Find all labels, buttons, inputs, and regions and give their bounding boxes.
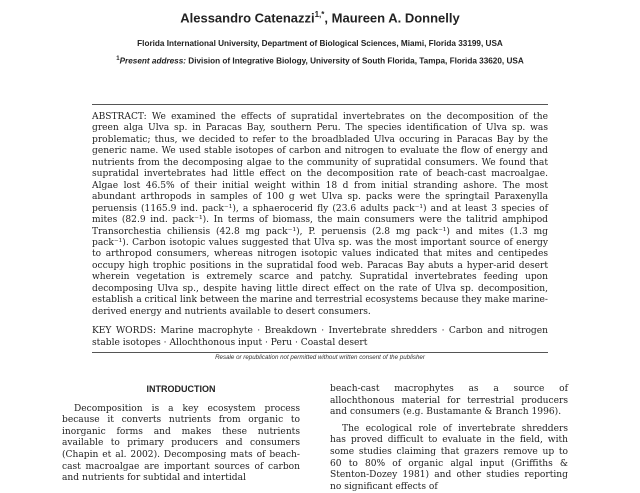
left-paragraph: Decomposition is a key ecosystem process because it converts nutrients from organic to inorganic forms and makes these nutrients available to primary producers and consumers (Chapin et al. 2002). Decomposing mats of beach-cast macroalgae are important sources of carbon and nutrients for subtidal and intertidal [62, 403, 300, 484]
author-name-1: Alessandro Catenazzi [180, 10, 315, 26]
abstract-top-rule [92, 104, 548, 105]
right-paragraph-1: beach-cast macrophytes as a source of allochthonous material for terrestrial producers and consumers (e.g. Bustamante & Branch 1996). [330, 384, 568, 418]
affiliation-superscript: 1 [116, 56, 120, 62]
keywords: KEY WORDS: Marine macrophyte · Breakdown · Invertebrate shredders · Carbon and nitrogen stable isotopes · Allochthonous input · Peru · Coastal desert [92, 326, 548, 348]
republication-notice: Resale or republication not permitted without written consent of the publisher [215, 354, 425, 361]
present-address-label: Present address: [119, 56, 187, 66]
abstract-block [92, 112, 548, 349]
author-name-2: Maureen A. Donnelly [331, 10, 460, 26]
right-column [330, 384, 568, 493]
affiliation-primary: Florida International University, Department of Biological Sciences, Miami, Florida 33199, USA [137, 39, 503, 48]
author-line [0, 10, 640, 25]
author-separator: , [324, 10, 332, 26]
left-column [62, 384, 300, 485]
introduction-heading: INTRODUCTION [146, 384, 216, 394]
author-superscript: 1,* [314, 10, 325, 19]
affiliation-present [0, 56, 640, 66]
right-paragraph-2: The ecological role of invertebrate shredders has proved difficult to evaluate in the field, with some studies claiming that grazers remove up to 60 to 80% of organic algal input (Griffiths & Stenton-Dozey 1981) and other studies reporting no significant effects of [330, 423, 568, 492]
abstract-text: ABSTRACT: We examined the effects of supratidal invertebrates on the decomposition of the green alga Ulva sp. in Paracas Bay, southern Peru. The species identification of Ulva sp. was problematic; thus, we decided to refer to the broadbladed Ulva occuring in Paracas Bay by the generic name. We used stable isotopes of carbon and nitrogen to evaluate the flow of energy and nutrients from the decomposing algae to the community of supratidal consumers. We found that supratidal invertebrates had little effect on the decomposition rate of beach-cast macroalgae. Algae lost 46.5% of their initial weight within 18 d from initial stranding ashore. The most abundant arthropods in samples of 100 g wet Ulva sp. packs were the springtail Paraxenylla peruensis (1165.9 ind. pack⁻¹), a sphaerocerid fly (23.6 adults pack⁻¹) and at least 3 species of mites (82.9 ind. pack⁻¹). In terms of biomass, the main consumers were the talitrid amphipod Transorchestia chiliensis (42.8 mg pack⁻¹), P. peruensis (2.8 mg pack⁻¹) and mites (1.3 mg pack⁻¹). Carbon isotopic values suggested that Ulva sp. was the most important source of energy to arthropod consumers, whereas nitrogen isotopic values indicated that mites and centipedes occupy high trophic positions in the supratidal food web. Paracas Bay abuts a hyper-arid desert wherein vegetation is extremely scarce and patchy. Supratidal invertebrates feeding upon decomposing Ulva sp., despite having little direct effect on the rate of Ulva sp. decomposition, establish a critical link between the marine and terrestrial ecosystems because they make marine-derived energy and nutrients available to desert consumers. [92, 112, 548, 317]
abstract-bottom-rule [92, 352, 548, 353]
present-address-text: Division of Integrative Biology, University of South Florida, Tampa, Florida 33620, USA [186, 56, 524, 66]
